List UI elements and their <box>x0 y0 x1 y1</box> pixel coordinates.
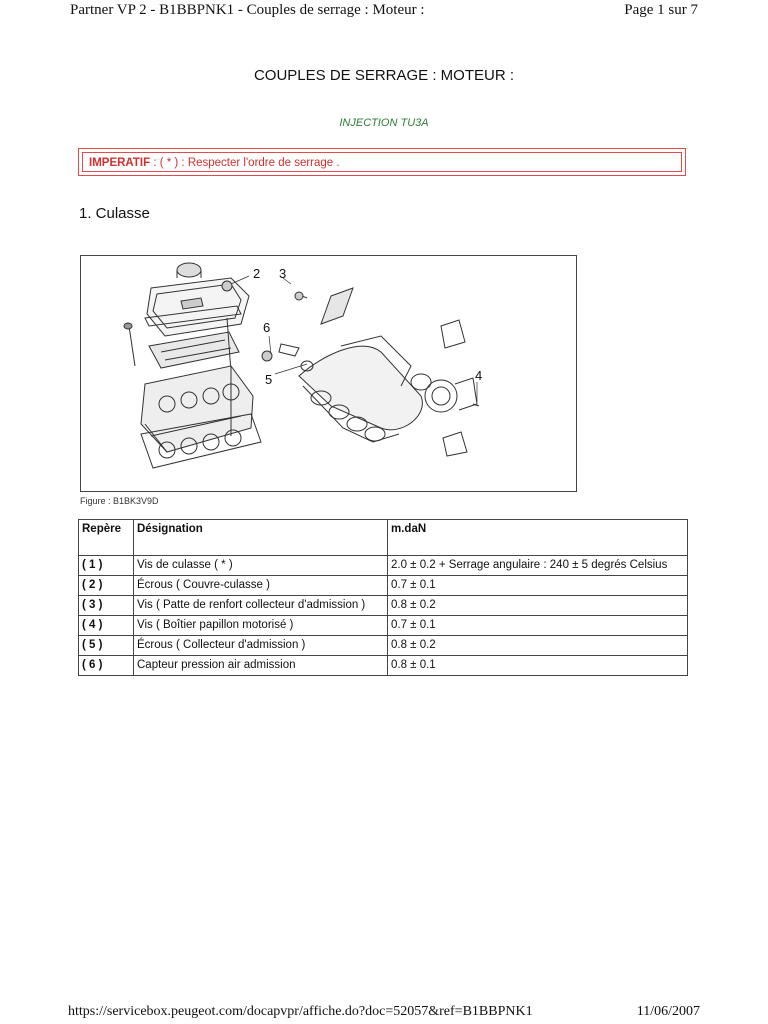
row-designation: Écrous ( Collecteur d'admission ) <box>134 636 388 656</box>
header-doc-title: Partner VP 2 - B1BBPNK1 - Couples de serrage : Moteur : <box>70 2 425 18</box>
intake-manifold-drawing <box>299 288 422 442</box>
figure-caption: Figure : B1BK3V9D <box>80 496 159 506</box>
callout-2: 2 <box>253 266 261 281</box>
table-row <box>79 596 688 616</box>
row-designation: Écrous ( Couvre-culasse ) <box>134 576 388 596</box>
row-repere: ( 5 ) <box>82 639 103 651</box>
page-title: COUPLES DE SERRAGE : MOTEUR : <box>253 67 515 84</box>
warning-inner <box>82 152 682 172</box>
row-repere: ( 2 ) <box>82 579 103 591</box>
header-page-number: Page 1 sur 7 <box>624 2 698 18</box>
section-heading: 1. Culasse <box>79 205 150 222</box>
table-row <box>79 576 688 596</box>
footer-url[interactable]: https://servicebox.peugeot.com/docapvpr/affiche.do?doc=52057&ref=B1BBPNK1 <box>68 1004 533 1019</box>
callout-3: 3 <box>279 266 287 281</box>
row-designation: Vis ( Boîtier papillon motorisé ) <box>134 616 388 636</box>
row-designation: Vis de culasse ( * ) <box>134 556 388 576</box>
engine-diagram <box>81 256 576 491</box>
engine-figure <box>80 255 577 492</box>
table-row <box>79 636 688 656</box>
warning-box <box>78 148 686 176</box>
row-value: 0.7 ± 0.1 <box>388 616 688 636</box>
row-designation: Capteur pression air admission <box>134 656 388 676</box>
row-value: 0.8 ± 0.2 <box>388 636 688 656</box>
row-value: 0.8 ± 0.1 <box>388 656 688 676</box>
row-value: 0.7 ± 0.1 <box>388 576 688 596</box>
table-header-row <box>79 520 688 556</box>
callout-4: 4 <box>475 368 483 383</box>
table-row <box>79 616 688 636</box>
warning-text: : ( * ) : Respecter l'ordre de serrage . <box>150 157 340 169</box>
table-row <box>79 556 688 576</box>
footer-date: 11/06/2007 <box>636 1004 700 1019</box>
cylinder-head-drawing <box>141 366 253 452</box>
header-repere: Repère <box>79 520 134 556</box>
warning-label: IMPERATIF <box>89 157 151 169</box>
row-repere: ( 1 ) <box>82 559 103 571</box>
table-row <box>79 656 688 676</box>
header-designation: Désignation <box>134 520 388 556</box>
valve-cover-drawing <box>145 263 249 368</box>
callout-6: 6 <box>263 320 271 335</box>
callout-5: 5 <box>265 372 273 387</box>
row-repere: ( 4 ) <box>82 619 103 631</box>
torque-table <box>78 519 688 676</box>
row-value: 0.8 ± 0.2 <box>388 596 688 616</box>
row-value: 2.0 ± 0.2 + Serrage angulaire : 240 ± 5 degrés Celsius <box>388 556 688 576</box>
row-repere: ( 6 ) <box>82 659 103 671</box>
header-mdan: m.daN <box>388 520 688 556</box>
throttle-body-drawing <box>411 320 477 456</box>
row-repere: ( 3 ) <box>82 599 103 611</box>
page-subtitle: INJECTION TU3A <box>339 117 429 129</box>
row-designation: Vis ( Patte de renfort collecteur d'admission ) <box>134 596 388 616</box>
